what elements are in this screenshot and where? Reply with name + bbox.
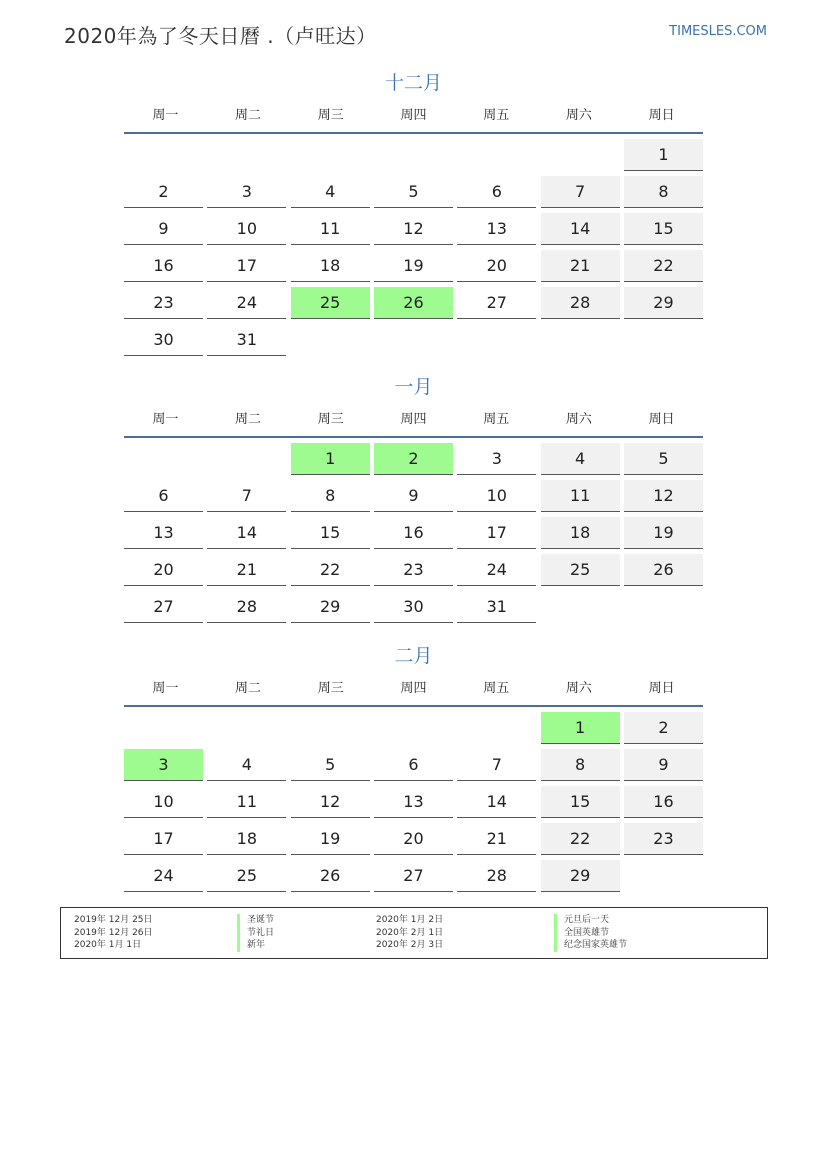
day-cell[interactable]: 21 bbox=[207, 554, 286, 586]
day-cell[interactable]: 15 bbox=[291, 517, 370, 549]
day-cell[interactable]: 2 bbox=[374, 443, 453, 475]
day-cell[interactable]: 11 bbox=[207, 786, 286, 818]
weekday-header bbox=[124, 106, 703, 134]
day-cell[interactable]: 16 bbox=[374, 517, 453, 549]
weekday-label: 周二 bbox=[235, 108, 262, 123]
month-title: 十二月 bbox=[384, 72, 442, 94]
month-title: 二月 bbox=[394, 645, 433, 667]
weekday-label: 周五 bbox=[483, 681, 510, 696]
day-cell[interactable]: 14 bbox=[457, 786, 536, 818]
day-cell[interactable]: 8 bbox=[291, 480, 370, 512]
empty-cell bbox=[374, 712, 453, 743]
day-grid bbox=[124, 443, 703, 623]
legend-date: 2019年 12月 26日 bbox=[74, 927, 153, 938]
legend-names-2 bbox=[554, 914, 627, 952]
day-cell[interactable]: 28 bbox=[207, 591, 286, 623]
legend-holiday: 元旦后一天 bbox=[554, 914, 627, 927]
weekday-label: 周一 bbox=[152, 412, 179, 427]
brand-link[interactable]: TIMESLES.COM bbox=[669, 24, 767, 39]
day-cell[interactable]: 14 bbox=[541, 213, 620, 245]
day-cell[interactable]: 7 bbox=[541, 176, 620, 208]
weekday-label: 周一 bbox=[152, 108, 179, 123]
day-cell[interactable]: 5 bbox=[374, 176, 453, 208]
weekday-header bbox=[124, 679, 703, 707]
day-cell[interactable]: 4 bbox=[207, 749, 286, 781]
day-cell[interactable]: 20 bbox=[457, 250, 536, 282]
day-cell[interactable]: 26 bbox=[291, 860, 370, 892]
day-cell[interactable]: 13 bbox=[374, 786, 453, 818]
day-cell[interactable]: 6 bbox=[457, 176, 536, 208]
day-cell[interactable]: 22 bbox=[624, 250, 703, 282]
day-cell[interactable]: 12 bbox=[291, 786, 370, 818]
day-cell[interactable]: 17 bbox=[457, 517, 536, 549]
month-january bbox=[124, 372, 703, 623]
day-cell[interactable]: 29 bbox=[624, 287, 703, 319]
weekday-label: 周一 bbox=[152, 681, 179, 696]
day-cell[interactable]: 17 bbox=[207, 250, 286, 282]
day-cell[interactable]: 22 bbox=[541, 823, 620, 855]
month-february bbox=[124, 641, 703, 892]
day-cell[interactable]: 30 bbox=[124, 324, 203, 356]
day-cell[interactable]: 7 bbox=[457, 749, 536, 781]
legend-dates-2 bbox=[376, 914, 443, 952]
day-cell[interactable]: 10 bbox=[207, 213, 286, 245]
day-cell[interactable]: 2 bbox=[624, 712, 703, 744]
day-cell[interactable]: 1 bbox=[541, 712, 620, 744]
empty-cell bbox=[291, 139, 370, 170]
day-cell[interactable]: 25 bbox=[291, 287, 370, 319]
weekday-label: 周二 bbox=[235, 412, 262, 427]
day-cell[interactable]: 22 bbox=[291, 554, 370, 586]
day-cell[interactable]: 23 bbox=[624, 823, 703, 855]
weekday-label: 周三 bbox=[317, 108, 344, 123]
day-cell[interactable]: 31 bbox=[207, 324, 286, 356]
legend-date: 2020年 2月 1日 bbox=[376, 927, 444, 938]
weekday-label: 周六 bbox=[565, 108, 592, 123]
day-cell[interactable]: 4 bbox=[291, 176, 370, 208]
legend-holiday: 新年 bbox=[237, 939, 274, 952]
day-cell[interactable]: 19 bbox=[374, 250, 453, 282]
day-cell[interactable]: 5 bbox=[624, 443, 703, 475]
day-cell[interactable]: 10 bbox=[124, 786, 203, 818]
day-cell[interactable]: 24 bbox=[124, 860, 203, 892]
legend-holiday: 节礼日 bbox=[237, 927, 274, 940]
empty-cell bbox=[207, 712, 286, 743]
legend-dates-1 bbox=[74, 914, 153, 952]
weekday-label: 周六 bbox=[565, 681, 592, 696]
day-cell[interactable]: 25 bbox=[541, 554, 620, 586]
day-cell[interactable]: 28 bbox=[457, 860, 536, 892]
legend-date: 2020年 1月 1日 bbox=[74, 940, 142, 950]
day-cell[interactable]: 23 bbox=[124, 287, 203, 319]
legend-holiday: 圣诞节 bbox=[237, 914, 274, 927]
day-cell[interactable]: 24 bbox=[457, 554, 536, 586]
day-cell[interactable]: 12 bbox=[374, 213, 453, 245]
day-cell[interactable]: 16 bbox=[124, 250, 203, 282]
empty-cell bbox=[291, 712, 370, 743]
day-cell[interactable]: 21 bbox=[541, 250, 620, 282]
day-cell[interactable]: 11 bbox=[541, 480, 620, 512]
day-cell[interactable]: 13 bbox=[124, 517, 203, 549]
day-cell[interactable]: 3 bbox=[207, 176, 286, 208]
legend-date: 2020年 1月 2日 bbox=[376, 915, 444, 925]
day-cell[interactable]: 3 bbox=[124, 749, 203, 781]
day-cell[interactable]: 1 bbox=[624, 139, 703, 171]
weekday-label: 周日 bbox=[648, 412, 675, 427]
weekday-label: 周三 bbox=[317, 681, 344, 696]
weekday-label: 周日 bbox=[648, 108, 675, 123]
weekday-label: 周六 bbox=[565, 412, 592, 427]
day-cell[interactable]: 18 bbox=[207, 823, 286, 855]
empty-cell bbox=[124, 443, 203, 474]
day-cell[interactable]: 13 bbox=[457, 213, 536, 245]
day-cell[interactable]: 15 bbox=[541, 786, 620, 818]
weekday-label: 周五 bbox=[483, 412, 510, 427]
day-cell[interactable]: 8 bbox=[541, 749, 620, 781]
day-cell[interactable]: 20 bbox=[374, 823, 453, 855]
day-cell[interactable]: 19 bbox=[291, 823, 370, 855]
weekday-label: 周三 bbox=[317, 412, 344, 427]
day-cell[interactable]: 19 bbox=[624, 517, 703, 549]
day-cell[interactable]: 25 bbox=[207, 860, 286, 892]
day-cell[interactable]: 21 bbox=[457, 823, 536, 855]
weekday-label: 周二 bbox=[235, 681, 262, 696]
empty-cell bbox=[124, 139, 203, 170]
day-cell[interactable]: 5 bbox=[291, 749, 370, 781]
legend-date: 2019年 12月 25日 bbox=[74, 915, 153, 925]
day-cell[interactable]: 12 bbox=[624, 480, 703, 512]
day-cell[interactable]: 10 bbox=[457, 480, 536, 512]
legend-holiday: 纪念国家英雄节 bbox=[554, 939, 627, 952]
empty-cell bbox=[207, 139, 286, 170]
empty-cell bbox=[541, 139, 620, 170]
weekday-header bbox=[124, 410, 703, 438]
day-cell[interactable]: 6 bbox=[124, 480, 203, 512]
day-cell[interactable]: 1 bbox=[291, 443, 370, 475]
month-december bbox=[124, 68, 703, 356]
day-cell[interactable]: 11 bbox=[291, 213, 370, 245]
day-cell[interactable]: 30 bbox=[374, 591, 453, 623]
day-cell[interactable]: 27 bbox=[457, 287, 536, 319]
day-cell[interactable]: 26 bbox=[374, 287, 453, 319]
day-grid bbox=[124, 139, 703, 356]
day-cell[interactable]: 16 bbox=[624, 786, 703, 818]
day-cell[interactable]: 26 bbox=[624, 554, 703, 586]
day-cell[interactable]: 18 bbox=[291, 250, 370, 282]
weekday-label: 周日 bbox=[648, 681, 675, 696]
weekday-label: 周四 bbox=[400, 412, 427, 427]
empty-cell bbox=[457, 712, 536, 743]
empty-cell bbox=[374, 139, 453, 170]
day-cell[interactable]: 6 bbox=[374, 749, 453, 781]
day-cell[interactable]: 29 bbox=[541, 860, 620, 892]
weekday-label: 周四 bbox=[400, 681, 427, 696]
day-cell[interactable]: 17 bbox=[124, 823, 203, 855]
day-cell[interactable]: 4 bbox=[541, 443, 620, 475]
empty-cell bbox=[207, 443, 286, 474]
day-grid bbox=[124, 712, 703, 892]
day-cell[interactable]: 14 bbox=[207, 517, 286, 549]
day-cell[interactable]: 9 bbox=[624, 749, 703, 781]
holiday-legend bbox=[60, 907, 768, 959]
day-cell[interactable]: 24 bbox=[207, 287, 286, 319]
weekday-label: 周五 bbox=[483, 108, 510, 123]
day-cell[interactable]: 9 bbox=[374, 480, 453, 512]
day-cell[interactable]: 8 bbox=[624, 176, 703, 208]
page-title: 2020年為了冬天日曆 .（卢旺达） bbox=[64, 24, 377, 48]
day-cell[interactable]: 15 bbox=[624, 213, 703, 245]
legend-names-1 bbox=[237, 914, 274, 952]
legend-holiday: 全国英雄节 bbox=[554, 927, 627, 940]
month-title: 一月 bbox=[394, 376, 433, 398]
day-cell[interactable]: 2 bbox=[124, 176, 203, 208]
day-cell[interactable]: 31 bbox=[457, 591, 536, 623]
empty-cell bbox=[124, 712, 203, 743]
day-cell[interactable]: 7 bbox=[207, 480, 286, 512]
day-cell[interactable]: 28 bbox=[541, 287, 620, 319]
day-cell[interactable]: 27 bbox=[374, 860, 453, 892]
day-cell[interactable]: 9 bbox=[124, 213, 203, 245]
empty-cell bbox=[457, 139, 536, 170]
legend-date: 2020年 2月 3日 bbox=[376, 940, 444, 950]
day-cell[interactable]: 29 bbox=[291, 591, 370, 623]
weekday-label: 周四 bbox=[400, 108, 427, 123]
day-cell[interactable]: 27 bbox=[124, 591, 203, 623]
day-cell[interactable]: 23 bbox=[374, 554, 453, 586]
day-cell[interactable]: 18 bbox=[541, 517, 620, 549]
day-cell[interactable]: 20 bbox=[124, 554, 203, 586]
day-cell[interactable]: 3 bbox=[457, 443, 536, 475]
